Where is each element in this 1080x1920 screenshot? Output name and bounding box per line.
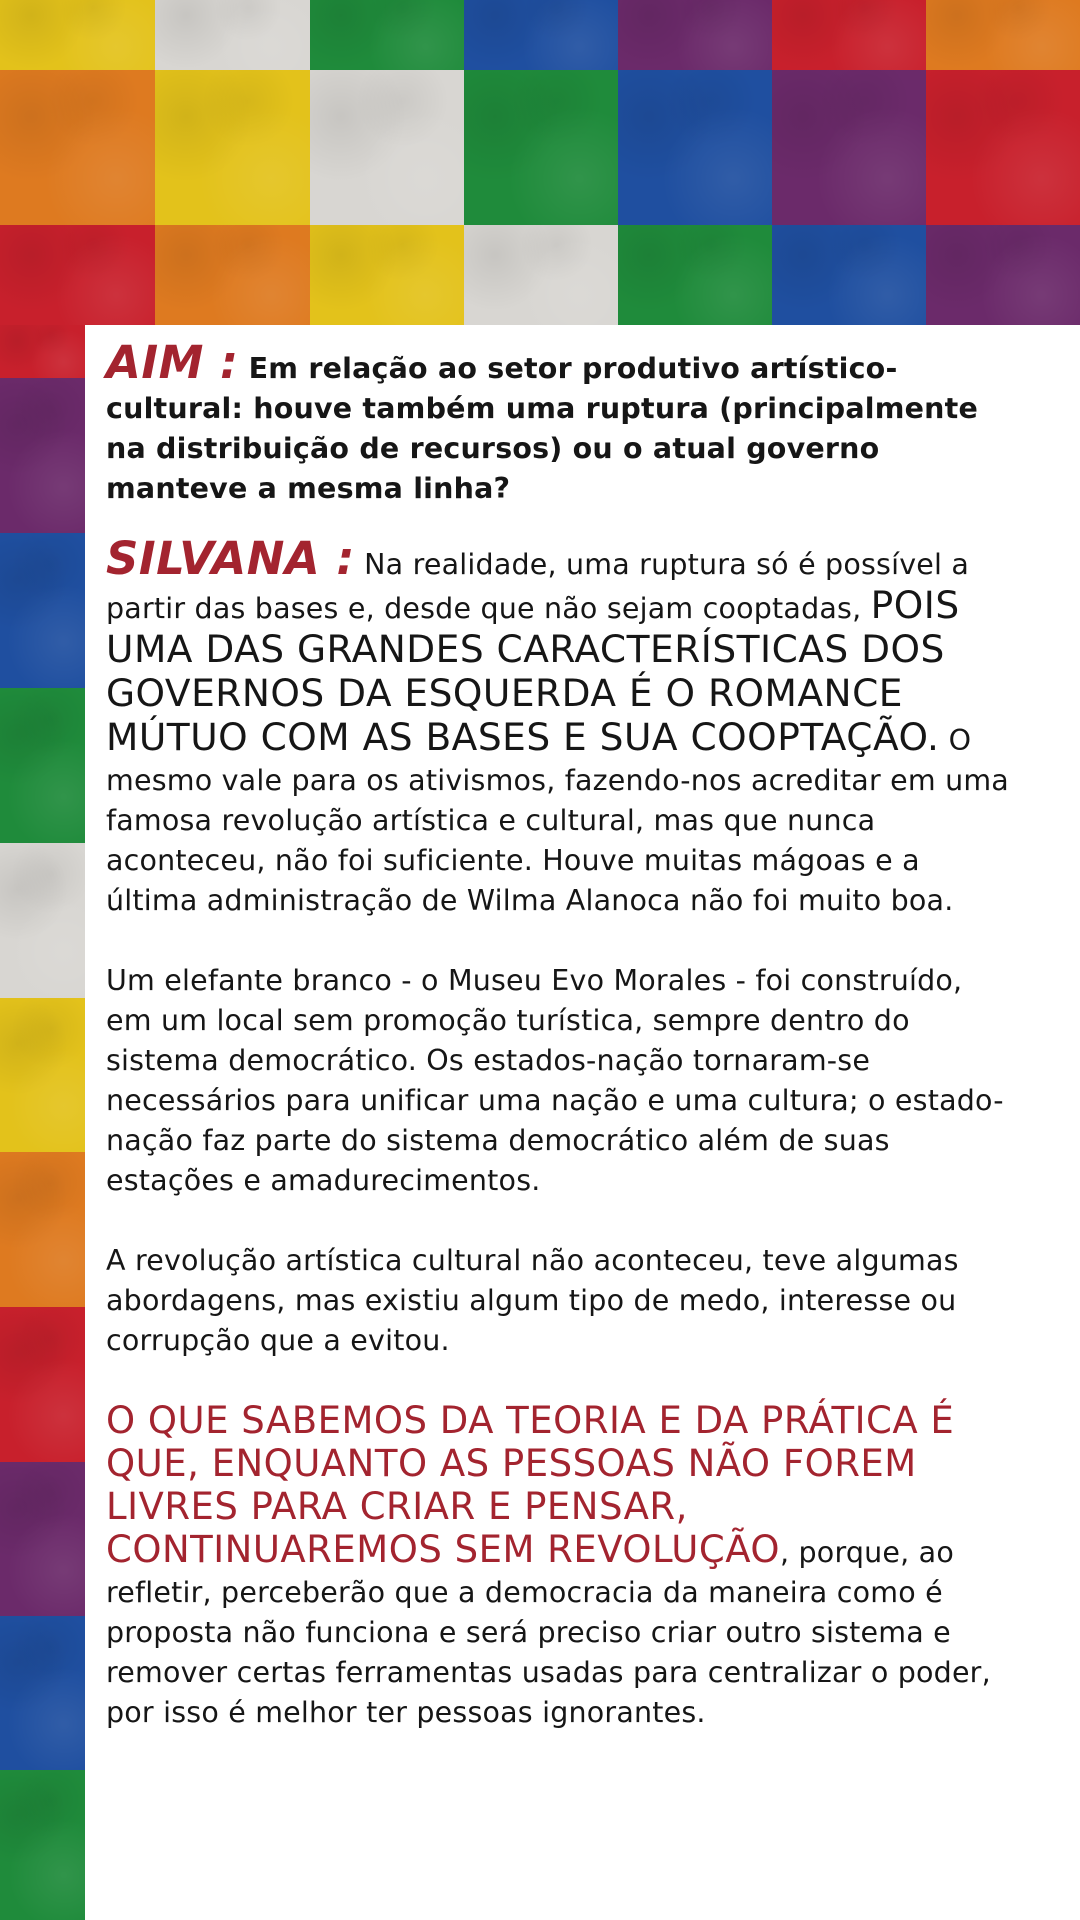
mosaic-square <box>772 70 926 225</box>
mosaic-square <box>310 70 464 225</box>
mosaic-square <box>618 225 772 325</box>
answer-paragraph-2: Um elefante branco - o Museu Evo Morales - foi construído, em um local sem promoção turística, sempre dentro do sistema democrático. Os estados-nação tornaram-se necessários para unificar uma nação e uma cultura; o estado-nação faz parte do sistema democrático além de suas estações e amadurecimentos. <box>106 964 1004 1197</box>
speaker-silvana: SILVANA : <box>106 532 355 585</box>
mosaic-square <box>926 70 1080 225</box>
answer-highlight: POIS UMA DAS GRANDES CARACTERÍSTICAS DOS GOVERNOS DA ESQUERDA É O ROMANCE MÚTUO COM AS BASES E SUA COOPTAÇÃO. <box>106 583 960 759</box>
mosaic-square <box>464 70 618 225</box>
mosaic-square <box>310 225 464 325</box>
mosaic-square <box>464 225 618 325</box>
mosaic-square <box>0 0 155 70</box>
closing-highlight: O QUE SABEMOS DA TEORIA E DA PRÁTICA É QUE, ENQUANTO AS PESSOAS NÃO FOREM LIVRES PARA CRIAR E PENSAR, CONTINUAREMOS SEM REVOLUÇÃO <box>106 1399 955 1571</box>
mosaic-square <box>0 1770 85 1920</box>
answer-continuation: O mesmo vale para os ativismos, fazendo-nos acreditar em uma famosa revolução artística e cultural, mas que nunca aconteceu, não foi suficiente. Houve muitas mágoas e a última administração de Wilma Alanoca não foi muito boa. <box>106 724 1009 917</box>
mosaic-square <box>155 0 310 70</box>
mosaic-square <box>926 225 1080 325</box>
mosaic-square <box>155 225 310 325</box>
mosaic-square <box>0 1152 85 1307</box>
mosaic-square <box>310 0 464 70</box>
answer-paragraph-4 <box>106 1401 1016 1733</box>
mosaic-square <box>0 688 85 843</box>
mosaic-square <box>0 843 85 998</box>
mosaic-square <box>0 1616 85 1770</box>
mosaic-square <box>0 325 85 378</box>
mosaic-square <box>0 1462 85 1616</box>
mosaic-square <box>618 70 772 225</box>
mosaic-square <box>772 0 926 70</box>
silvana-answer <box>106 532 1016 921</box>
mosaic-square <box>0 70 155 225</box>
mosaic-square <box>0 378 85 533</box>
mosaic-square <box>618 0 772 70</box>
closing-text: , porque, ao refletir, perceberão que a democracia da maneira como é proposta não funciona e será preciso criar outro sistema e remover certas ferramentas usadas para centralizar o poder, por isso é melhor ter pessoas ignorantes. <box>106 1536 991 1729</box>
speaker-aim: AIM : <box>106 336 239 389</box>
answer-paragraph-3: A revolução artística cultural não aconteceu, teve algumas abordagens, mas existiu algum tipo de medo, interesse ou corrupção que a evitou. <box>106 1244 959 1357</box>
mosaic-square <box>772 225 926 325</box>
mosaic-square <box>0 998 85 1152</box>
mosaic-square <box>0 1307 85 1462</box>
interview-content <box>106 336 1016 1733</box>
mosaic-square <box>464 0 618 70</box>
mosaic-square <box>0 533 85 688</box>
mosaic-square <box>0 225 155 325</box>
mosaic-square <box>926 0 1080 70</box>
question-text: Em relação ao setor produtivo artístico-cultural: houve também uma ruptura (principalmente na distribuição de recursos) ou o atual governo manteve a mesma linha? <box>106 352 979 505</box>
answer-intro: Na realidade, uma ruptura só é possível a partir das bases e, desde que não sejam cooptadas, <box>106 548 970 625</box>
mosaic-square <box>155 70 310 225</box>
aim-question <box>106 336 1016 509</box>
